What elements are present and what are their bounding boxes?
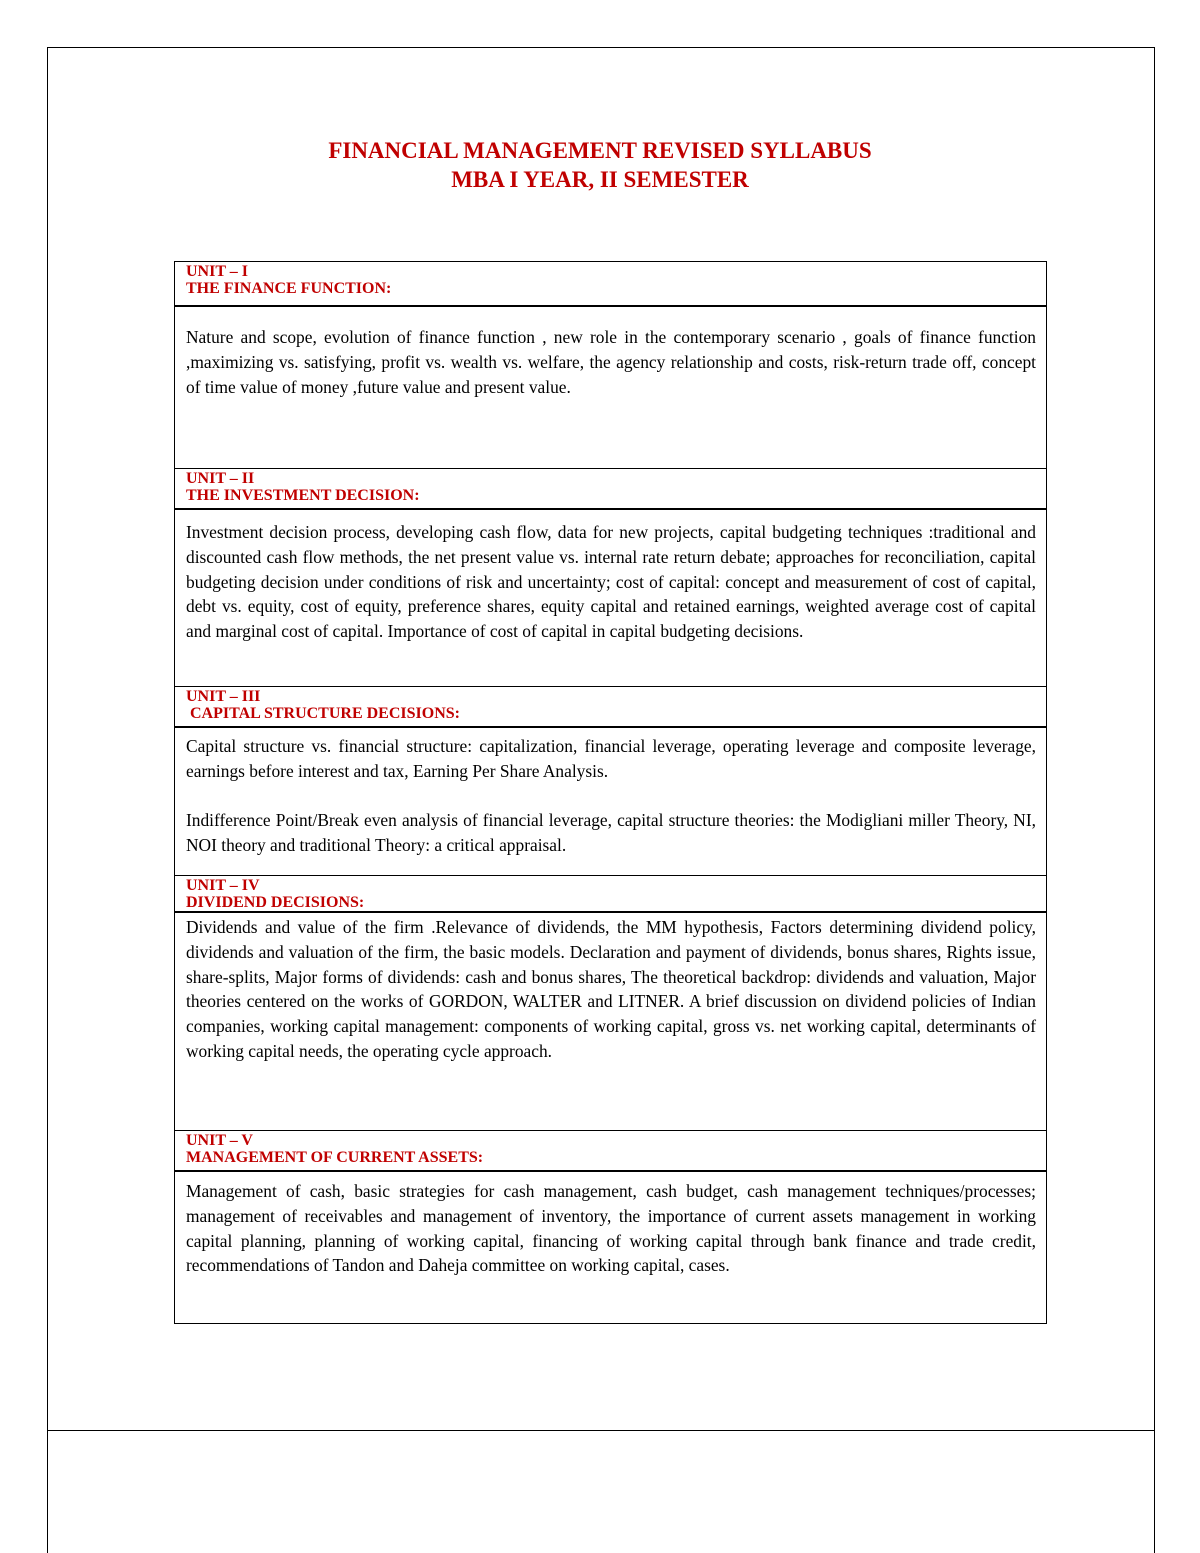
unit-paragraph: Dividends and value of the firm .Relevance of dividends, the MM hypothesis, Factors determining dividend policy, dividends and valuation of the firm, the basic models. Declaration and payment of dividends, bonus shares, Rights issue, share-splits, Major forms of dividends: cash and bonus shares, The theoretical backdrop: dividends and valuation, Major theories centered on the works of GORDON, WALTER and LITNER. A brief discussion on dividend policies of Indian companies, working capital management: components of working capital, gross vs. net working capital, determinants of working capital needs, the operating cycle approach. (186, 917, 1036, 1061)
page-frame-top (47, 47, 1155, 48)
unit-5-content (175, 1172, 1046, 1323)
unit-number: UNIT – II (186, 470, 255, 487)
unit-heading: DIVIDEND DECISIONS: (186, 894, 365, 911)
page-frame-right (1154, 47, 1155, 1553)
unit-heading: THE INVESTMENT DECISION: (186, 487, 420, 504)
unit-paragraph: Investment decision process, developing cash flow, data for new projects, capital budgeting techniques :traditional and discounted cash flow methods, the net present value vs. internal rate return debate; approaches for reconciliation, capital budgeting decision under conditions of risk and uncertainty; cost of capital: concept and measurement of cost of capital, debt vs. equity, cost of equity, preference shares, equity capital and retained earnings, weighted average cost of capital and marginal cost of capital. Importance of cost of capital in capital budgeting decisions. (186, 522, 1036, 642)
unit-3-header (175, 687, 1046, 728)
unit-1-header (175, 262, 1046, 307)
unit-heading: MANAGEMENT OF CURRENT ASSETS: (186, 1149, 484, 1166)
title-line-1: FINANCIAL MANAGEMENT REVISED SYLLABUS (328, 138, 872, 163)
unit-number: UNIT – III (186, 688, 261, 705)
unit-paragraph: Nature and scope, evolution of finance function , new role in the contemporary scenario , goals of finance function ,maximizing vs. satisfying, profit vs. wealth vs. welfare, the agency relationship and costs, risk-return trade off, concept of time value of money ,future value and present value. (186, 327, 1036, 397)
unit-2-content (175, 510, 1046, 687)
document-title (0, 136, 1200, 194)
unit-4-header (175, 876, 1046, 913)
unit-number: UNIT – V (186, 1132, 253, 1149)
page-frame-left (47, 47, 48, 1553)
unit-4-content (175, 913, 1046, 1131)
unit-1-content (175, 307, 1046, 469)
page-frame-bottom (47, 1430, 1155, 1431)
unit-paragraph: Capital structure vs. financial structure: capitalization, financial leverage, operating leverage and composite leverage, earnings before interest and tax, Earning Per Share Analysis. (186, 736, 1036, 781)
unit-heading: CAPITAL STRUCTURE DECISIONS: (186, 705, 460, 722)
unit-paragraph: Management of cash, basic strategies for cash management, cash budget, cash management techniques/processes; management of receivables and management of inventory, the importance of current assets management in working capital planning, planning of working capital, financing of working capital through bank finance and trade credit, recommendations of Tandon and Daheja committee on working capital, cases. (186, 1181, 1036, 1276)
unit-3-content (175, 728, 1046, 876)
unit-5-header (175, 1131, 1046, 1172)
unit-heading: THE FINANCE FUNCTION: (186, 280, 392, 297)
unit-2-header (175, 469, 1046, 510)
unit-number: UNIT – I (186, 263, 248, 280)
syllabus-table (174, 261, 1047, 1324)
title-line-2: MBA I YEAR, II SEMESTER (451, 167, 749, 192)
unit-number: UNIT – IV (186, 877, 260, 894)
unit-paragraph: Indifference Point/Break even analysis of financial leverage, capital structure theories: the Modigliani miller Theory, NI, NOI theory and traditional Theory: a critical appraisal. (186, 810, 1036, 856)
